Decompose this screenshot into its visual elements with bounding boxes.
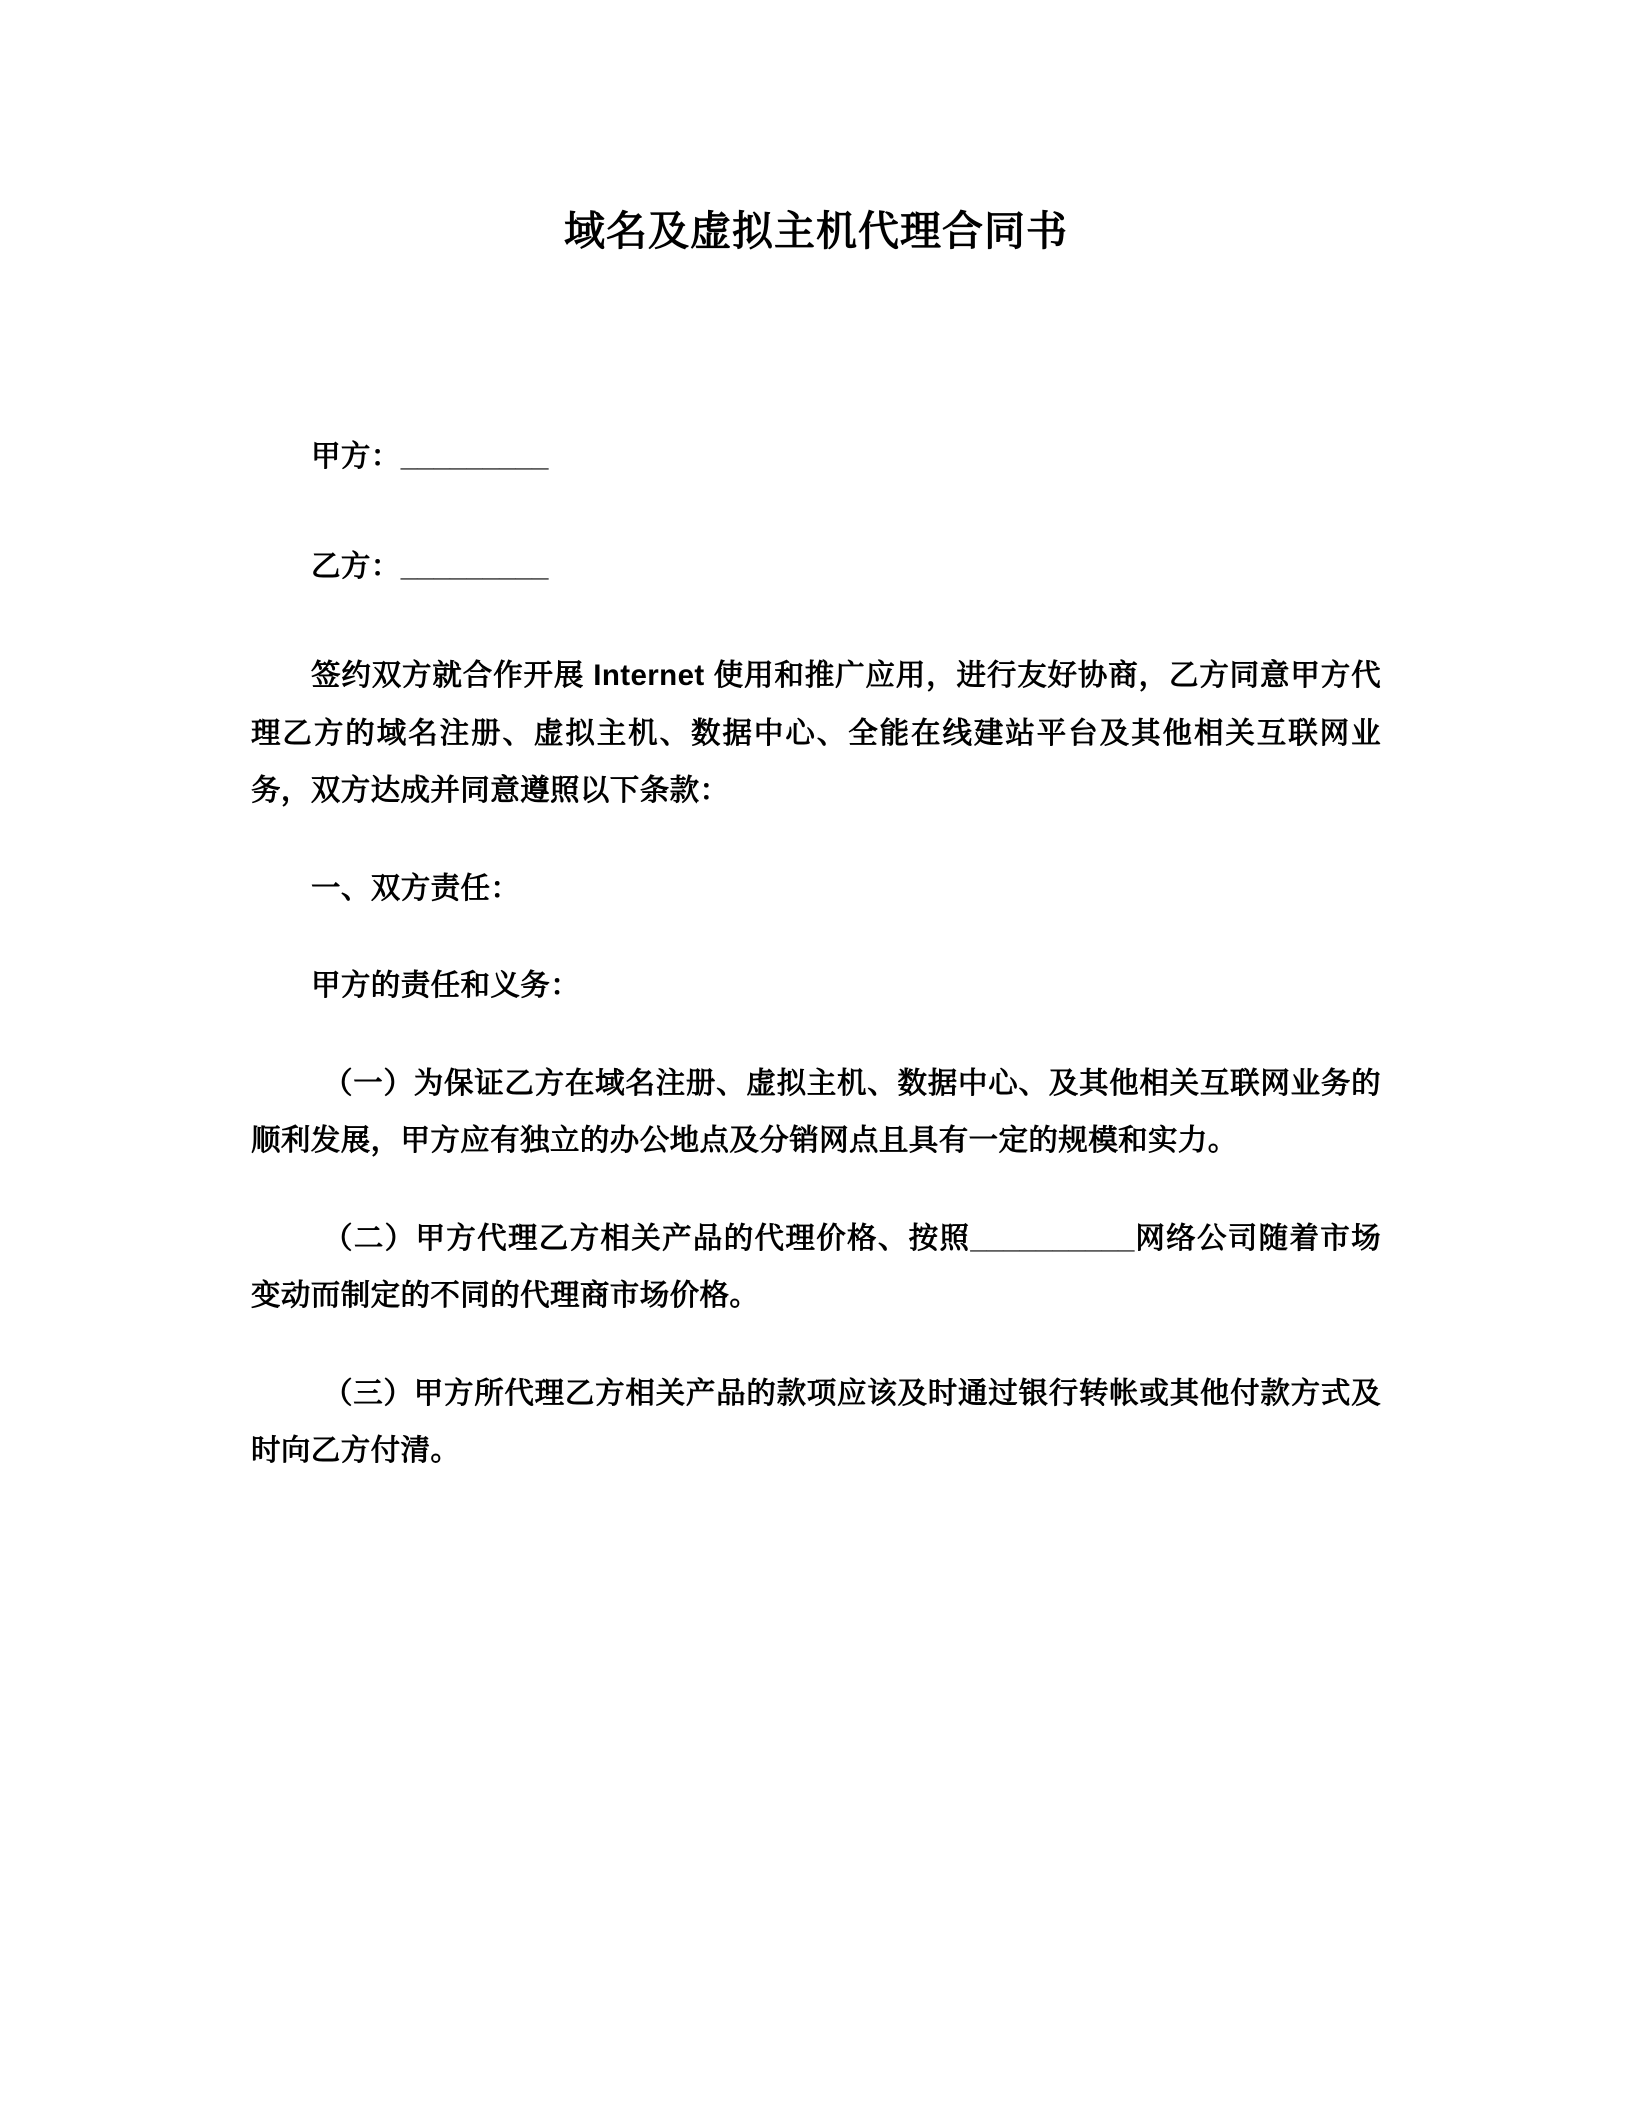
party-a-blank: _________ [400, 440, 549, 474]
heading-section-one: 一、双方责任： [311, 871, 521, 905]
clause-2-text-before: （二）甲方代理乙方相关产品的代理价格、按照 [323, 1221, 971, 1255]
party-b-blank: _________ [400, 549, 549, 583]
party-b-label: 乙方： [311, 549, 401, 583]
heading-party-a-duties: 甲方的责任和义务： [311, 969, 581, 1003]
party-a-label: 甲方： [311, 440, 401, 474]
party-b-field [251, 538, 1381, 596]
clause-2-text-after: 网络公司随着市场变动而制定的不同的代理商市场价格。 [251, 1221, 1382, 1313]
clause-2-blank: __________ [970, 1221, 1135, 1255]
document-body [251, 258, 1381, 1480]
party-a-field [251, 428, 1381, 486]
paragraph-preamble: 签约双方就合作开展 Internet 使用和推广应用，进行友好协商，乙方同意甲方代理乙方的域名注册、虚拟主机、数据中心、全能在线建站平台及其他相关互联网业务，双方达成并同意遵照以下条款： [251, 659, 1381, 808]
paragraph-clause-2 [251, 1210, 1381, 1325]
paragraph-clause-1: （一）为保证乙方在域名注册、虚拟主机、数据中心、及其他相关互联网业务的顺利发展，甲方应有独立的办公地点及分销网点且具有一定的规模和实力。 [251, 1066, 1381, 1158]
page-title: 域名及虚拟主机代理合同书 [564, 208, 1068, 254]
paragraph-clause-3: （三）甲方所代理乙方相关产品的款项应该及时通过银行转帐或其他付款方式及时向乙方付清。 [251, 1376, 1381, 1468]
